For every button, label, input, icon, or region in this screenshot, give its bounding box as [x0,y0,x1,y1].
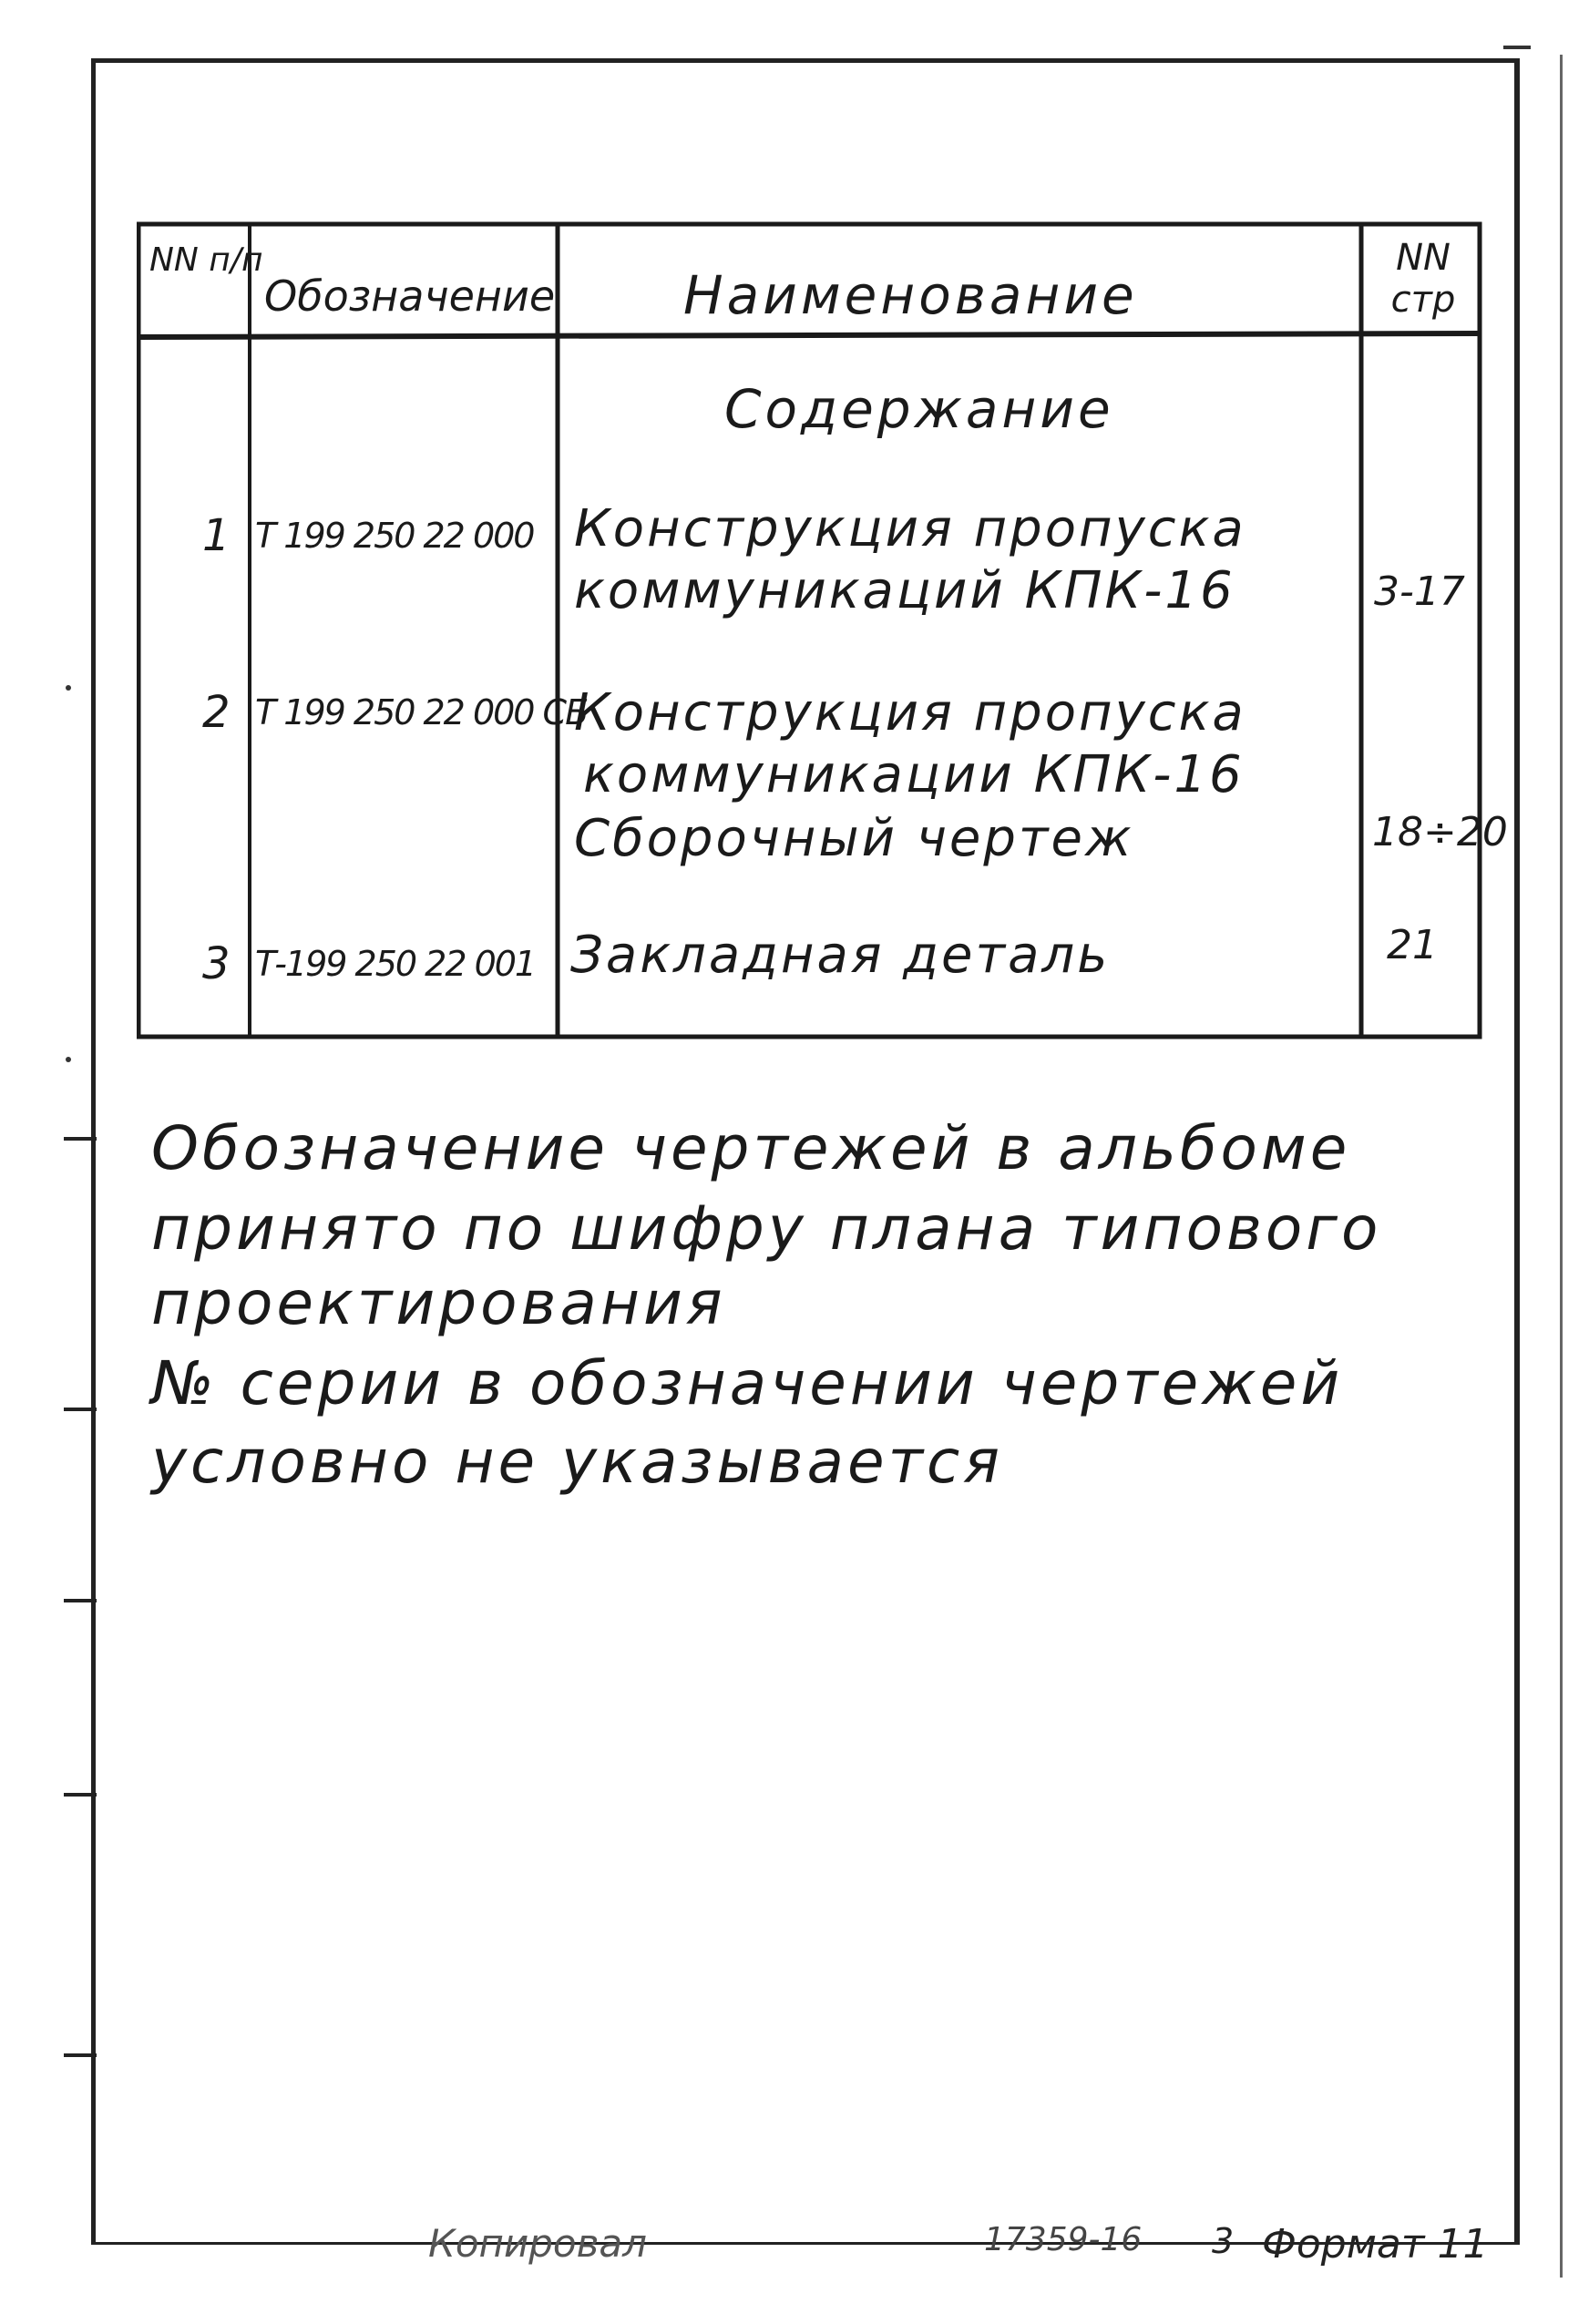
footer-copied-by: Копировал [428,2221,647,2266]
margin-tick [64,1137,97,1141]
margin-dot [66,1057,71,1062]
margin-tick [64,1793,97,1797]
note-line-3: проектирования [151,1268,726,1338]
row-3-page: 21 [1387,922,1438,968]
margin-tick [64,2053,97,2057]
row-3-name-line-1: Закладная деталь [570,926,1111,985]
footer-sheet-number: 3 [1212,2221,1235,2261]
row-1-num: 1 [202,510,231,561]
frame-edge-line [1560,55,1563,2278]
margin-tick [64,1408,97,1411]
header-page: NN стр [1390,237,1456,321]
row-3-code: Т-199 250 22 001 [255,944,536,984]
note-line-4: № серии в обозначении чертежей [151,1348,1344,1418]
header-num: NN п/п [149,241,263,279]
margin-dot [66,685,71,691]
row-1-code: Т 199 250 22 000 [255,516,534,556]
row-3-num: 3 [202,938,231,989]
row-2-num: 2 [202,687,231,738]
margin-tick [64,1599,97,1602]
note-line-2: принято по шифру плана типового [151,1193,1382,1264]
footer-format: Формат 11 [1262,2221,1489,2268]
note-line-5: условно не указывается [151,1427,1004,1497]
row-2-code: Т 199 250 22 000 СБ [255,692,588,732]
section-title: Содержание [724,378,1114,440]
footer-stamp-number: 17359-16 [984,2221,1143,2258]
row-1-name-line-1: Конструкция пропуска [574,499,1246,558]
row-2-name-line-1: Конструкция пропуска [574,683,1246,742]
row-1-page: 3-17 [1374,568,1465,615]
row-2-page: 18÷20 [1372,809,1508,855]
row-2-name-line-2: коммуникации КПК-16 [583,745,1245,804]
row-1-name-line-2: коммуникаций КПК-16 [574,561,1235,620]
header-name: Наименование [683,264,1138,326]
row-2-name-line-3: Сборочный чертеж [574,809,1134,868]
frame-corner-mark [1503,46,1531,49]
table-grid [137,219,1483,1043]
contents-table [137,219,1508,1043]
header-designation: Обозначение [264,271,556,321]
note-line-1: Обозначение чертежей в альбоме [151,1113,1351,1183]
